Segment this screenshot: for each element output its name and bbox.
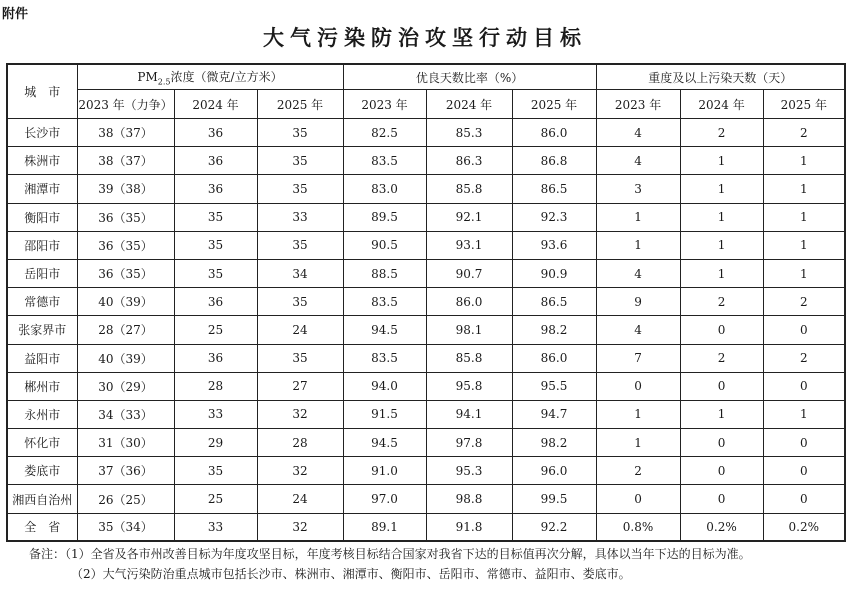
cell-pm2023: 35（34） [77, 513, 174, 541]
cell-pm2023: 26（25） [77, 485, 174, 513]
cell-pm2023: 36（35） [77, 231, 174, 259]
cell-g2023: 83.0 [343, 175, 426, 203]
cell-h2023: 9 [596, 288, 680, 316]
table-row [7, 231, 845, 259]
header-pm-2025: 2025 年 [257, 90, 343, 119]
table-row [7, 485, 845, 513]
cell-g2023: 89.1 [343, 513, 426, 541]
cell-h2024: 1 [680, 175, 763, 203]
cell-h2023: 7 [596, 344, 680, 372]
cell-h2025: 1 [763, 259, 845, 287]
cell-city: 全 省 [7, 513, 77, 541]
cell-h2024: 1 [680, 259, 763, 287]
cell-g2025: 94.7 [512, 400, 596, 428]
header-heavy-2024: 2024 年 [680, 90, 763, 119]
cell-pm2025: 34 [257, 259, 343, 287]
cell-h2025: 0 [763, 316, 845, 344]
cell-g2023: 83.5 [343, 147, 426, 175]
cell-g2025: 86.0 [512, 344, 596, 372]
cell-h2023: 2 [596, 457, 680, 485]
cell-g2025: 86.0 [512, 119, 596, 147]
cell-h2025: 0 [763, 372, 845, 400]
table-row [7, 372, 845, 400]
cell-g2024: 97.8 [426, 429, 512, 457]
cell-h2025: 0 [763, 429, 845, 457]
attachment-label: 附件 [2, 7, 29, 22]
cell-pm2024: 36 [174, 119, 257, 147]
cell-g2023: 94.5 [343, 316, 426, 344]
cell-pm2024: 36 [174, 344, 257, 372]
cell-g2025: 86.5 [512, 288, 596, 316]
table-row [7, 429, 845, 457]
cell-pm2023: 30（29） [77, 372, 174, 400]
cell-g2025: 92.2 [512, 513, 596, 541]
header-pm25-pre: PM [137, 69, 158, 84]
cell-h2024: 0 [680, 316, 763, 344]
notes [29, 544, 751, 584]
cell-h2023: 0.8% [596, 513, 680, 541]
cell-h2023: 0 [596, 372, 680, 400]
cell-g2024: 85.8 [426, 344, 512, 372]
cell-h2025: 1 [763, 147, 845, 175]
cell-g2023: 90.5 [343, 231, 426, 259]
table-row [7, 344, 845, 372]
cell-pm2023: 40（39） [77, 344, 174, 372]
table-row [7, 119, 845, 147]
cell-g2024: 95.3 [426, 457, 512, 485]
cell-pm2025: 32 [257, 400, 343, 428]
cell-h2024: 0 [680, 372, 763, 400]
header-pm25-post: 浓度（微克/立方米） [170, 69, 283, 84]
cell-h2023: 3 [596, 175, 680, 203]
cell-h2024: 0.2% [680, 513, 763, 541]
note-2: （2）大气污染防治重点城市包括长沙市、株洲市、湘潭市、衡阳市、岳阳市、常德市、益阳市、娄底市。 [71, 567, 631, 581]
cell-pm2023: 39（38） [77, 175, 174, 203]
cell-g2023: 89.5 [343, 203, 426, 231]
cell-h2024: 2 [680, 344, 763, 372]
cell-h2024: 1 [680, 203, 763, 231]
header-pm-2024: 2024 年 [174, 90, 257, 119]
cell-g2025: 86.5 [512, 175, 596, 203]
cell-g2025: 86.8 [512, 147, 596, 175]
cell-g2025: 95.5 [512, 372, 596, 400]
table-row [7, 147, 845, 175]
cell-pm2025: 35 [257, 288, 343, 316]
cell-h2025: 0 [763, 485, 845, 513]
cell-pm2025: 24 [257, 485, 343, 513]
cell-g2024: 86.3 [426, 147, 512, 175]
cell-h2024: 1 [680, 400, 763, 428]
cell-city: 株洲市 [7, 147, 77, 175]
cell-pm2023: 31（30） [77, 429, 174, 457]
cell-pm2025: 35 [257, 119, 343, 147]
cell-h2025: 1 [763, 203, 845, 231]
cell-h2025: 2 [763, 344, 845, 372]
cell-g2024: 85.8 [426, 175, 512, 203]
cell-pm2025: 35 [257, 344, 343, 372]
cell-pm2025: 28 [257, 429, 343, 457]
cell-g2024: 85.3 [426, 119, 512, 147]
cell-g2025: 90.9 [512, 259, 596, 287]
cell-g2023: 83.5 [343, 344, 426, 372]
cell-h2025: 2 [763, 288, 845, 316]
header-pm25-sub: 2.5 [157, 77, 171, 87]
header-city: 城 市 [7, 64, 77, 119]
cell-city: 益阳市 [7, 344, 77, 372]
cell-pm2024: 35 [174, 231, 257, 259]
cell-pm2023: 34（33） [77, 400, 174, 428]
table-row [7, 400, 845, 428]
cell-h2025: 2 [763, 119, 845, 147]
cell-pm2023: 37（36） [77, 457, 174, 485]
cell-city: 永州市 [7, 400, 77, 428]
cell-h2024: 0 [680, 457, 763, 485]
cell-g2025: 98.2 [512, 429, 596, 457]
cell-g2024: 86.0 [426, 288, 512, 316]
cell-pm2024: 36 [174, 147, 257, 175]
header-pm25 [77, 64, 343, 90]
cell-h2024: 0 [680, 485, 763, 513]
cell-pm2025: 33 [257, 203, 343, 231]
cell-pm2025: 35 [257, 231, 343, 259]
targets-table [6, 63, 846, 542]
cell-pm2023: 36（35） [77, 203, 174, 231]
cell-g2025: 96.0 [512, 457, 596, 485]
cell-city: 娄底市 [7, 457, 77, 485]
cell-pm2024: 33 [174, 400, 257, 428]
cell-pm2023: 28（27） [77, 316, 174, 344]
cell-g2025: 99.5 [512, 485, 596, 513]
cell-g2024: 94.1 [426, 400, 512, 428]
cell-pm2023: 36（35） [77, 259, 174, 287]
cell-pm2023: 38（37） [77, 119, 174, 147]
note-1: 备注：（1）全省及各市州改善目标为年度攻坚目标，年度考核目标结合国家对我省下达的目标值再次分解，具体以当年下达的目标为准。 [29, 547, 751, 561]
cell-pm2025: 24 [257, 316, 343, 344]
cell-h2024: 1 [680, 231, 763, 259]
cell-g2025: 92.3 [512, 203, 596, 231]
cell-h2024: 2 [680, 288, 763, 316]
cell-city: 郴州市 [7, 372, 77, 400]
cell-pm2024: 28 [174, 372, 257, 400]
header-pm-2023: 2023 年（力争） [77, 90, 174, 119]
cell-g2025: 98.2 [512, 316, 596, 344]
header-good-2023: 2023 年 [343, 90, 426, 119]
cell-city: 常德市 [7, 288, 77, 316]
header-heavy-2023: 2023 年 [596, 90, 680, 119]
cell-pm2024: 36 [174, 175, 257, 203]
cell-g2024: 90.7 [426, 259, 512, 287]
cell-h2025: 1 [763, 175, 845, 203]
cell-g2024: 98.8 [426, 485, 512, 513]
cell-pm2024: 36 [174, 288, 257, 316]
cell-g2023: 91.0 [343, 457, 426, 485]
header-good-2025: 2025 年 [512, 90, 596, 119]
cell-pm2024: 29 [174, 429, 257, 457]
cell-city: 张家界市 [7, 316, 77, 344]
cell-pm2025: 35 [257, 175, 343, 203]
cell-h2025: 0.2% [763, 513, 845, 541]
cell-pm2024: 35 [174, 457, 257, 485]
cell-pm2023: 38（37） [77, 147, 174, 175]
header-good-ratio: 优良天数比率（%） [343, 64, 596, 90]
cell-g2024: 92.1 [426, 203, 512, 231]
cell-h2025: 0 [763, 457, 845, 485]
cell-city: 长沙市 [7, 119, 77, 147]
page-title: 大气污染防治攻坚行动目标 [263, 25, 587, 50]
cell-g2023: 91.5 [343, 400, 426, 428]
cell-h2023: 4 [596, 316, 680, 344]
cell-h2024: 1 [680, 147, 763, 175]
cell-h2024: 2 [680, 119, 763, 147]
cell-g2024: 98.1 [426, 316, 512, 344]
cell-city: 衡阳市 [7, 203, 77, 231]
cell-g2024: 95.8 [426, 372, 512, 400]
cell-pm2023: 40（39） [77, 288, 174, 316]
cell-city: 湘西自治州 [7, 485, 77, 513]
cell-city: 湘潭市 [7, 175, 77, 203]
cell-g2023: 82.5 [343, 119, 426, 147]
header-heavy-days: 重度及以上污染天数（天） [596, 64, 845, 90]
cell-pm2025: 32 [257, 513, 343, 541]
cell-h2025: 1 [763, 400, 845, 428]
cell-g2024: 91.8 [426, 513, 512, 541]
cell-city: 岳阳市 [7, 259, 77, 287]
cell-g2023: 97.0 [343, 485, 426, 513]
table-row [7, 288, 845, 316]
cell-pm2024: 33 [174, 513, 257, 541]
table-row [7, 259, 845, 287]
cell-h2023: 4 [596, 147, 680, 175]
cell-city: 邵阳市 [7, 231, 77, 259]
header-heavy-2025: 2025 年 [763, 90, 845, 119]
cell-g2023: 94.0 [343, 372, 426, 400]
cell-h2023: 0 [596, 485, 680, 513]
cell-h2023: 4 [596, 119, 680, 147]
cell-h2025: 1 [763, 231, 845, 259]
cell-pm2024: 35 [174, 259, 257, 287]
cell-g2025: 93.6 [512, 231, 596, 259]
cell-g2023: 83.5 [343, 288, 426, 316]
table-row [7, 457, 845, 485]
cell-h2023: 1 [596, 400, 680, 428]
cell-pm2024: 25 [174, 485, 257, 513]
cell-g2023: 94.5 [343, 429, 426, 457]
cell-pm2024: 35 [174, 203, 257, 231]
cell-g2023: 88.5 [343, 259, 426, 287]
cell-h2023: 4 [596, 259, 680, 287]
cell-g2024: 93.1 [426, 231, 512, 259]
cell-city: 怀化市 [7, 429, 77, 457]
cell-pm2025: 35 [257, 147, 343, 175]
header-good-2024: 2024 年 [426, 90, 512, 119]
cell-pm2024: 25 [174, 316, 257, 344]
table-row [7, 513, 845, 541]
table-row [7, 175, 845, 203]
cell-h2023: 1 [596, 203, 680, 231]
cell-pm2025: 27 [257, 372, 343, 400]
cell-pm2025: 32 [257, 457, 343, 485]
cell-h2024: 0 [680, 429, 763, 457]
cell-h2023: 1 [596, 231, 680, 259]
table-row [7, 203, 845, 231]
table-row [7, 316, 845, 344]
cell-h2023: 1 [596, 429, 680, 457]
